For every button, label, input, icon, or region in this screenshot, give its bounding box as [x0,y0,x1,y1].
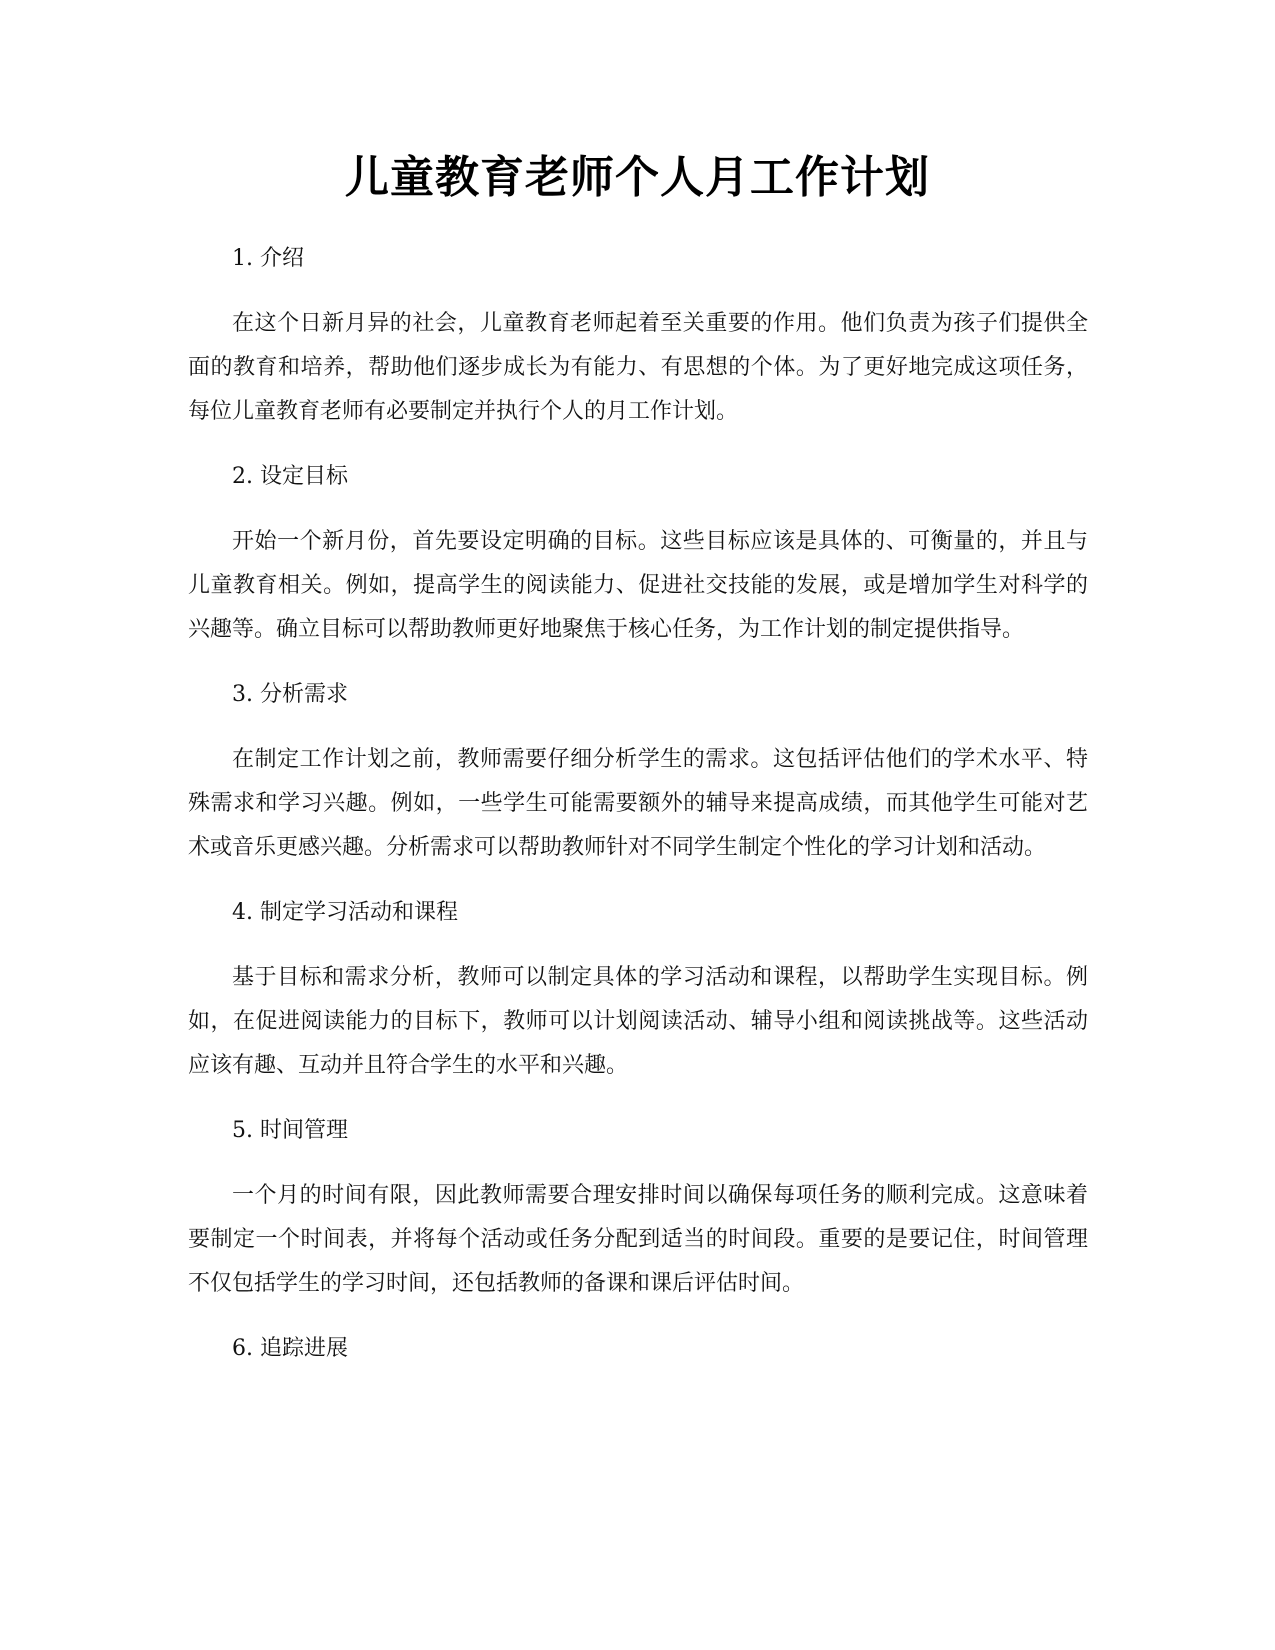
section-paragraph-needs: 在制定工作计划之前，教师需要仔细分析学生的需求。这包括评估他们的学术水平、特殊需求和学习兴趣。例如，一些学生可能需要额外的辅导来提高成绩，而其他学生可能对艺术或音乐更感兴趣。分析需求可以帮助教师针对不同学生制定个性化的学习计划和活动。 [188,747,1088,860]
document-title: 儿童教育老师个人月工作计划 [345,152,930,203]
document-body [188,244,1088,1392]
section-heading-goals: 2. 设定目标 [232,464,348,489]
section-heading-time: 5. 时间管理 [232,1118,348,1143]
section-paragraph-activities: 基于目标和需求分析，教师可以制定具体的学习活动和课程，以帮助学生实现目标。例如，在促进阅读能力的目标下，教师可以计划阅读活动、辅导小组和阅读挑战等。这些活动应该有趣、互动并且符合学生的水平和兴趣。 [188,965,1088,1078]
section-paragraph-time: 一个月的时间有限，因此教师需要合理安排时间以确保每项任务的顺利完成。这意味着要制定一个时间表，并将每个活动或任务分配到适当的时间段。重要的是要记住，时间管理不仅包括学生的学习时间，还包括教师的备课和课后评估时间。 [188,1183,1088,1296]
section-paragraph-goals: 开始一个新月份，首先要设定明确的目标。这些目标应该是具体的、可衡量的，并且与儿童教育相关。例如，提高学生的阅读能力、促进社交技能的发展，或是增加学生对科学的兴趣等。确立目标可以帮助教师更好地聚焦于核心任务，为工作计划的制定提供指导。 [188,529,1088,642]
section-heading-intro: 1. 介绍 [232,246,304,271]
section-paragraph-intro: 在这个日新月异的社会，儿童教育老师起着至关重要的作用。他们负责为孩子们提供全面的教育和培养，帮助他们逐步成长为有能力、有思想的个体。为了更好地完成这项任务，每位儿童教育老师有必要制定并执行个人的月工作计划。 [188,311,1088,424]
section-heading-progress: 6. 追踪进展 [232,1336,348,1361]
section-heading-activities: 4. 制定学习活动和课程 [232,900,458,925]
section-heading-needs: 3. 分析需求 [232,682,348,707]
